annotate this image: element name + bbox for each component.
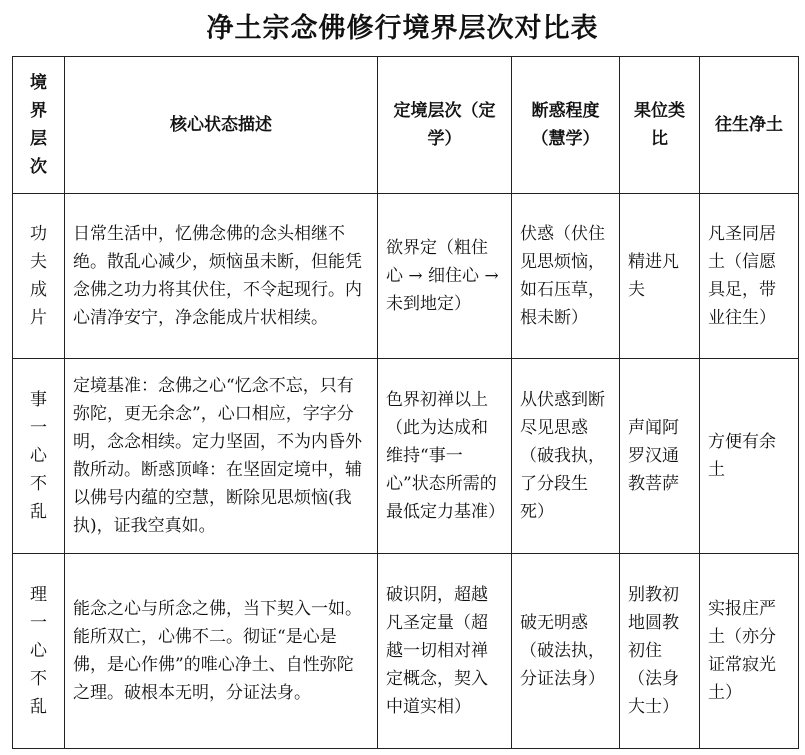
header-samadhi-level: 定境层次（定学） — [378, 57, 512, 194]
cell-level: 事一心不乱 — [13, 359, 65, 554]
cell-core-state: 日常生活中，忆佛念佛的念头相继不绝。散乱心减少，烦恼虽未断，但能凭念佛之功力将其伏住，不令起现行。内心清净安宁，净念能成片状相续。 — [65, 194, 378, 359]
cell-core-state: 定境基准：念佛之心“忆念不忘，只有弥陀，更无余念”，心口相应，字字分明，念念相续。定力坚固，不为内昏外散所动。断惑顶峰：在坚固定境中，辅以佛号内蕴的空慧，断除见思烦恼(我执)，证我空真如。 — [65, 359, 378, 554]
header-core-state: 核心状态描述 — [65, 57, 378, 194]
table-header-row — [13, 57, 799, 194]
cell-level: 功夫成片 — [13, 194, 65, 359]
cell-fruit: 声闻阿罗汉通教菩萨 — [620, 359, 700, 554]
table-row — [13, 359, 799, 554]
header-pure-land: 往生净土 — [700, 57, 799, 194]
cell-pure-land: 实报庄严土（亦分证常寂光土） — [700, 554, 799, 749]
header-delusion-degree: 断惑程度（慧学） — [512, 57, 620, 194]
cell-pure-land: 方便有余土 — [700, 359, 799, 554]
header-level: 境界层次 — [13, 57, 65, 194]
cell-core-state: 能念之心与所念之佛，当下契入一如。能所双亡，心佛不二。彻证“是心是佛，是心作佛”的唯心净土、自性弥陀之理。破根本无明，分证法身。 — [65, 554, 378, 749]
cell-samadhi: 欲界定（粗住心 → 细住心 → 未到地定） — [378, 194, 512, 359]
comparison-table — [12, 56, 799, 749]
table-row — [13, 554, 799, 749]
cell-samadhi: 色界初禅以上（此为达成和维持“事一心”状态所需的最低定力基准） — [378, 359, 512, 554]
cell-level: 理一心不乱 — [13, 554, 65, 749]
cell-samadhi: 破识阴，超越凡圣定量（超越一切相对禅定概念，契入中道实相） — [378, 554, 512, 749]
header-fruit-analogy: 果位类比 — [620, 57, 700, 194]
table-row — [13, 194, 799, 359]
cell-pure-land: 凡圣同居土（信愿具足，带业往生） — [700, 194, 799, 359]
cell-fruit: 精进凡夫 — [620, 194, 700, 359]
cell-delusion: 伏惑（伏住见思烦恼，如石压草，根未断） — [512, 194, 620, 359]
page-title: 净土宗念佛修行境界层次对比表 — [206, 13, 599, 44]
cell-delusion: 从伏惑到断尽见思惑（破我执，了分段生死） — [512, 359, 620, 554]
cell-delusion: 破无明惑（破法执，分证法身） — [512, 554, 620, 749]
cell-fruit: 别教初地圆教初住（法身大士） — [620, 554, 700, 749]
